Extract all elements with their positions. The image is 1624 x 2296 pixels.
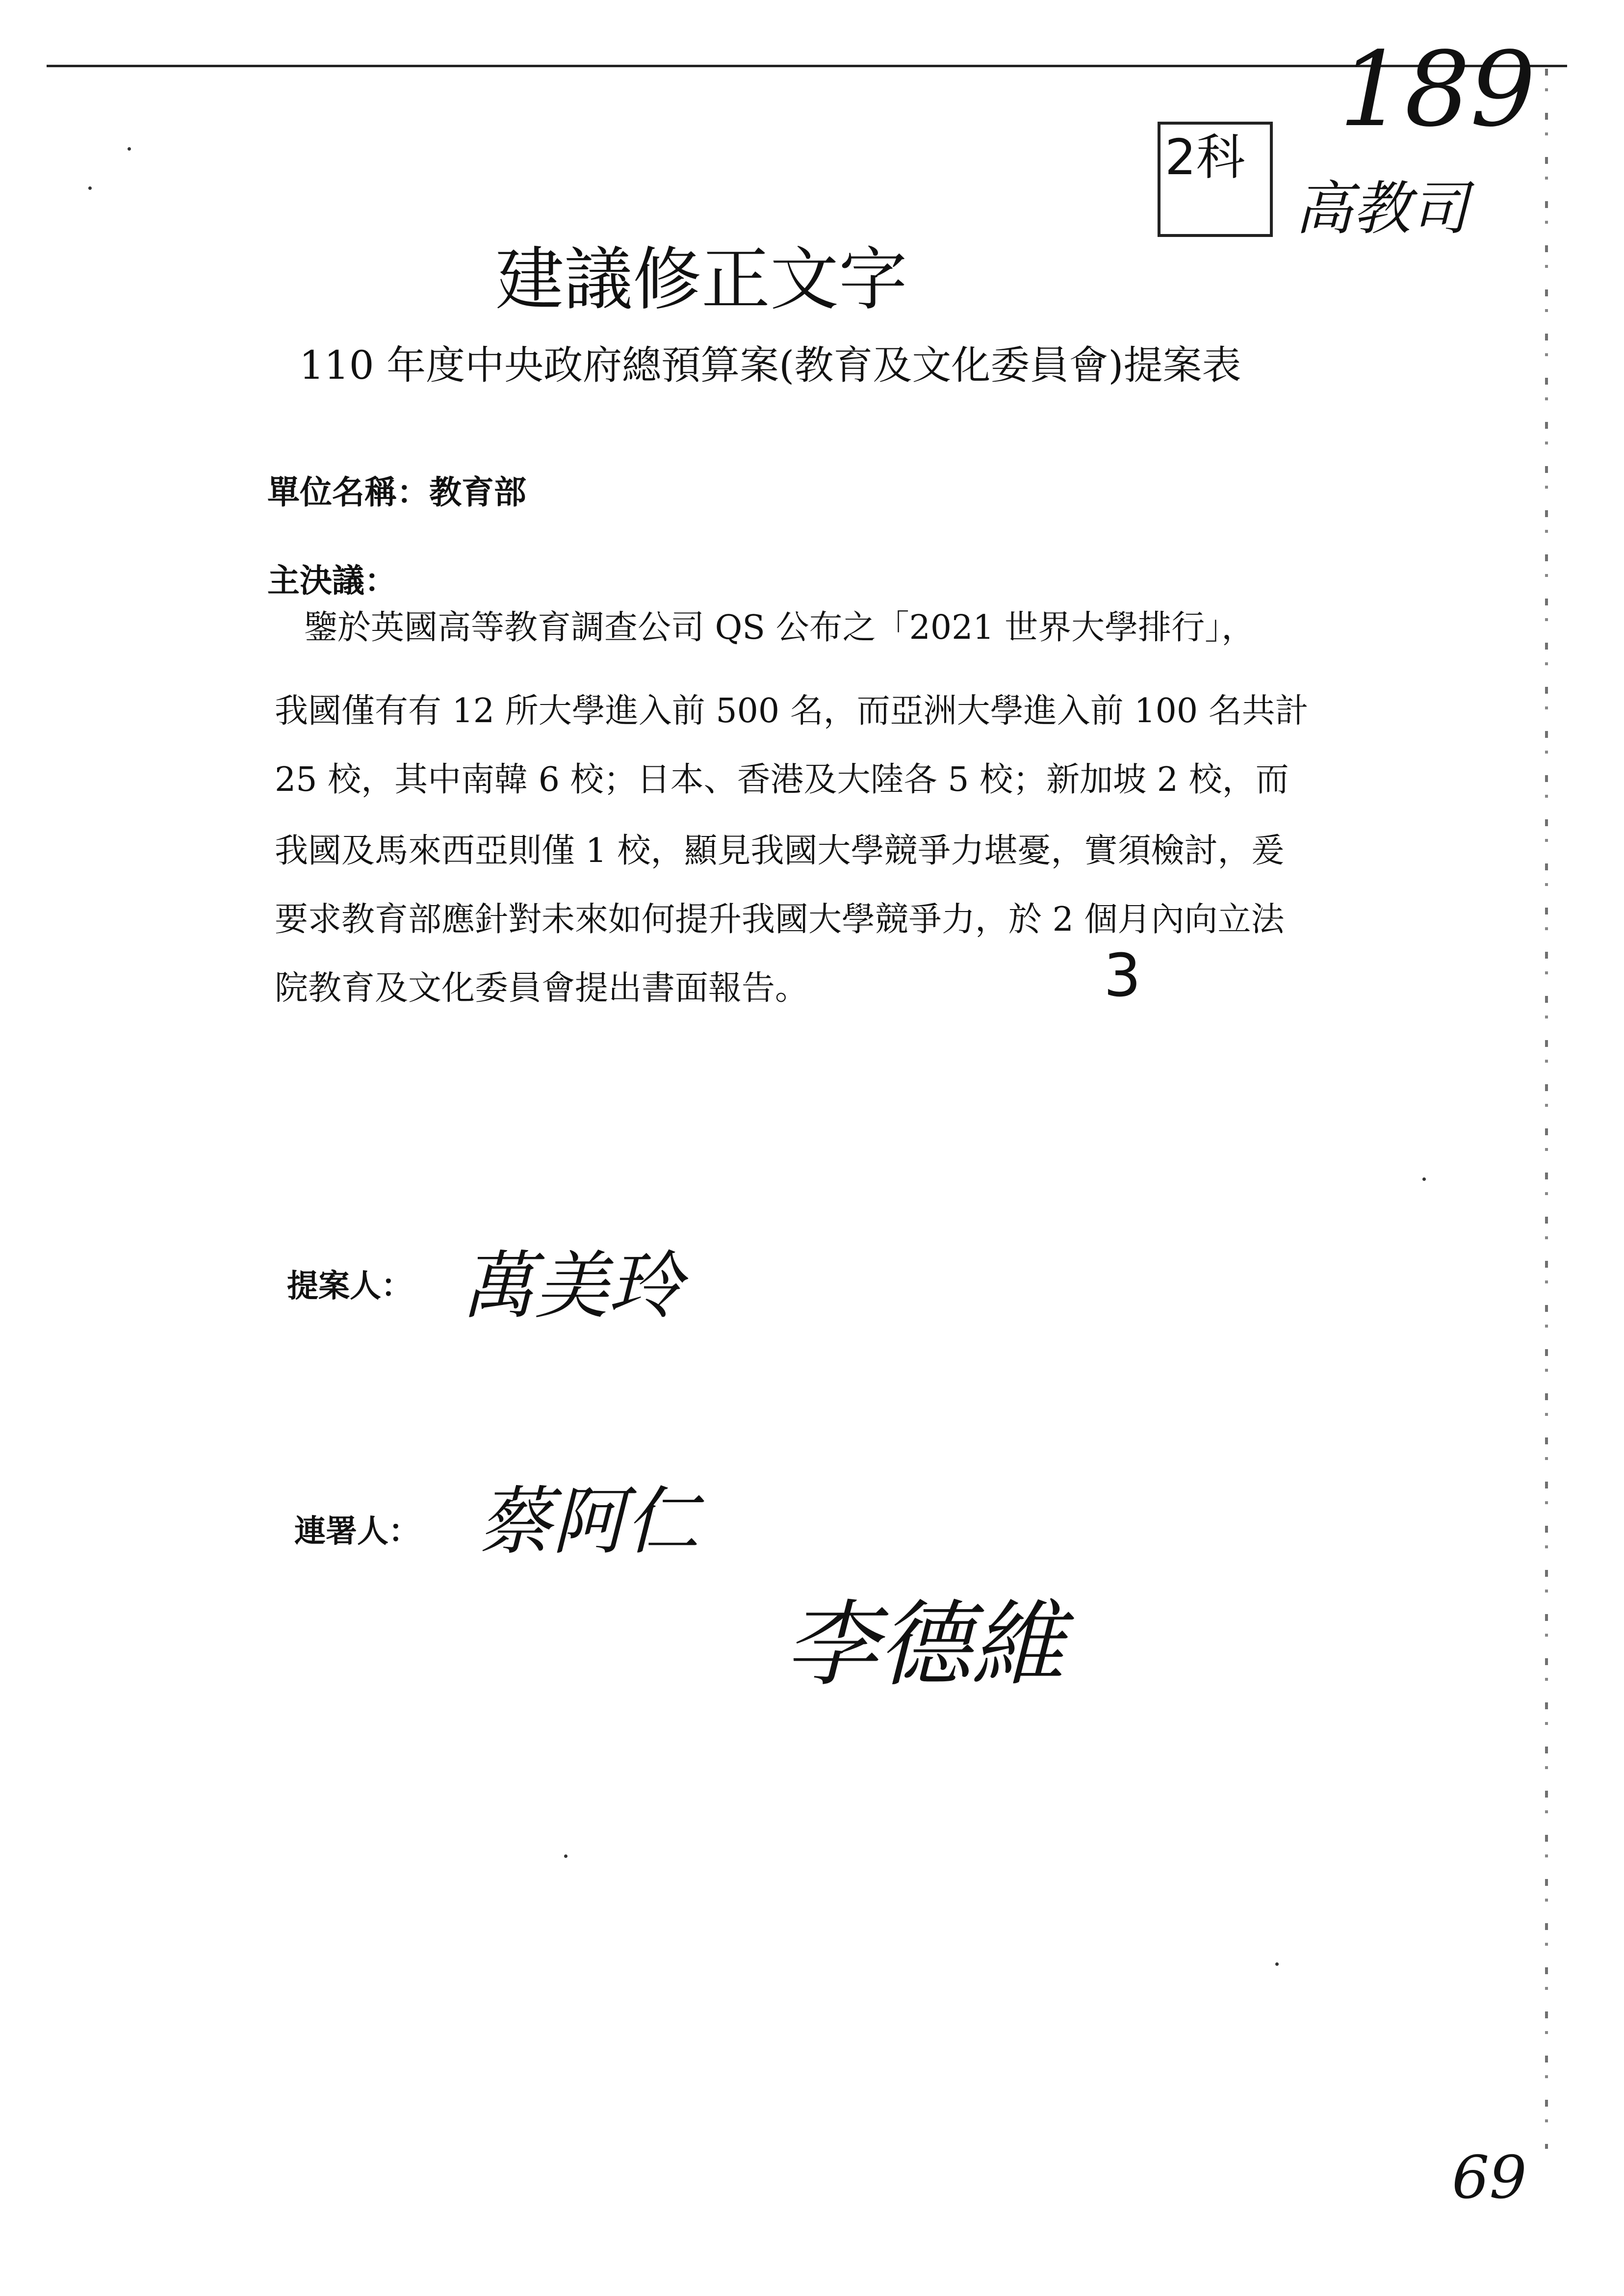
proposer-label: 提案人： — [287, 1268, 412, 1305]
resolution-line: 我國僅有有 12 所大學進入前 500 名，而亞洲大學進入前 100 名共計 — [275, 692, 1309, 731]
resolution-label: 主決議： — [267, 561, 397, 600]
handwritten-page-count: 3 — [1104, 942, 1141, 1010]
scan-speck — [1275, 1962, 1279, 1966]
handwritten-number: 189 — [1339, 29, 1536, 150]
resolution-line: 院教育及文化委員會提出書面報告。 — [275, 969, 809, 1008]
scan-speck — [128, 147, 131, 151]
proposer-signature: 萬美玲 — [461, 1244, 682, 1329]
stamp-text: 2科 — [1165, 129, 1245, 186]
document-heading: 建議修正文字 — [495, 240, 908, 320]
handwritten-page-number: 69 — [1452, 2144, 1527, 2212]
cosigner-signature: 蔡阿仁 — [478, 1479, 699, 1565]
scan-edge — [1545, 69, 1548, 2149]
scan-speck — [1422, 1177, 1426, 1181]
cosigner-label: 連署人： — [294, 1513, 420, 1550]
scan-speck — [564, 1854, 567, 1858]
resolution-line: 我國及馬來西亞則僅 1 校，顯見我國大學競爭力堪憂，實須檢討，爰 — [275, 832, 1285, 870]
unit-label: 單位名稱：教育部 — [267, 473, 526, 511]
document-title: 110 年度中央政府總預算案(教育及文化委員會)提案表 — [299, 342, 1241, 388]
scan-speck — [88, 186, 92, 190]
handwritten-office: 高教司 — [1295, 175, 1469, 242]
resolution-line: 25 校，其中南韓 6 校；日本、香港及大陸各 5 校；新加坡 2 校，而 — [275, 760, 1289, 799]
resolution-line: 要求教育部應針對未來如何提升我國大學競爭力，於 2 個月內向立法 — [275, 900, 1285, 939]
cosigner-signature: 李德維 — [785, 1591, 1065, 1699]
resolution-line: 鑒於英國高等教育調查公司 QS 公布之「2021 世界大學排行」， — [304, 608, 1255, 647]
